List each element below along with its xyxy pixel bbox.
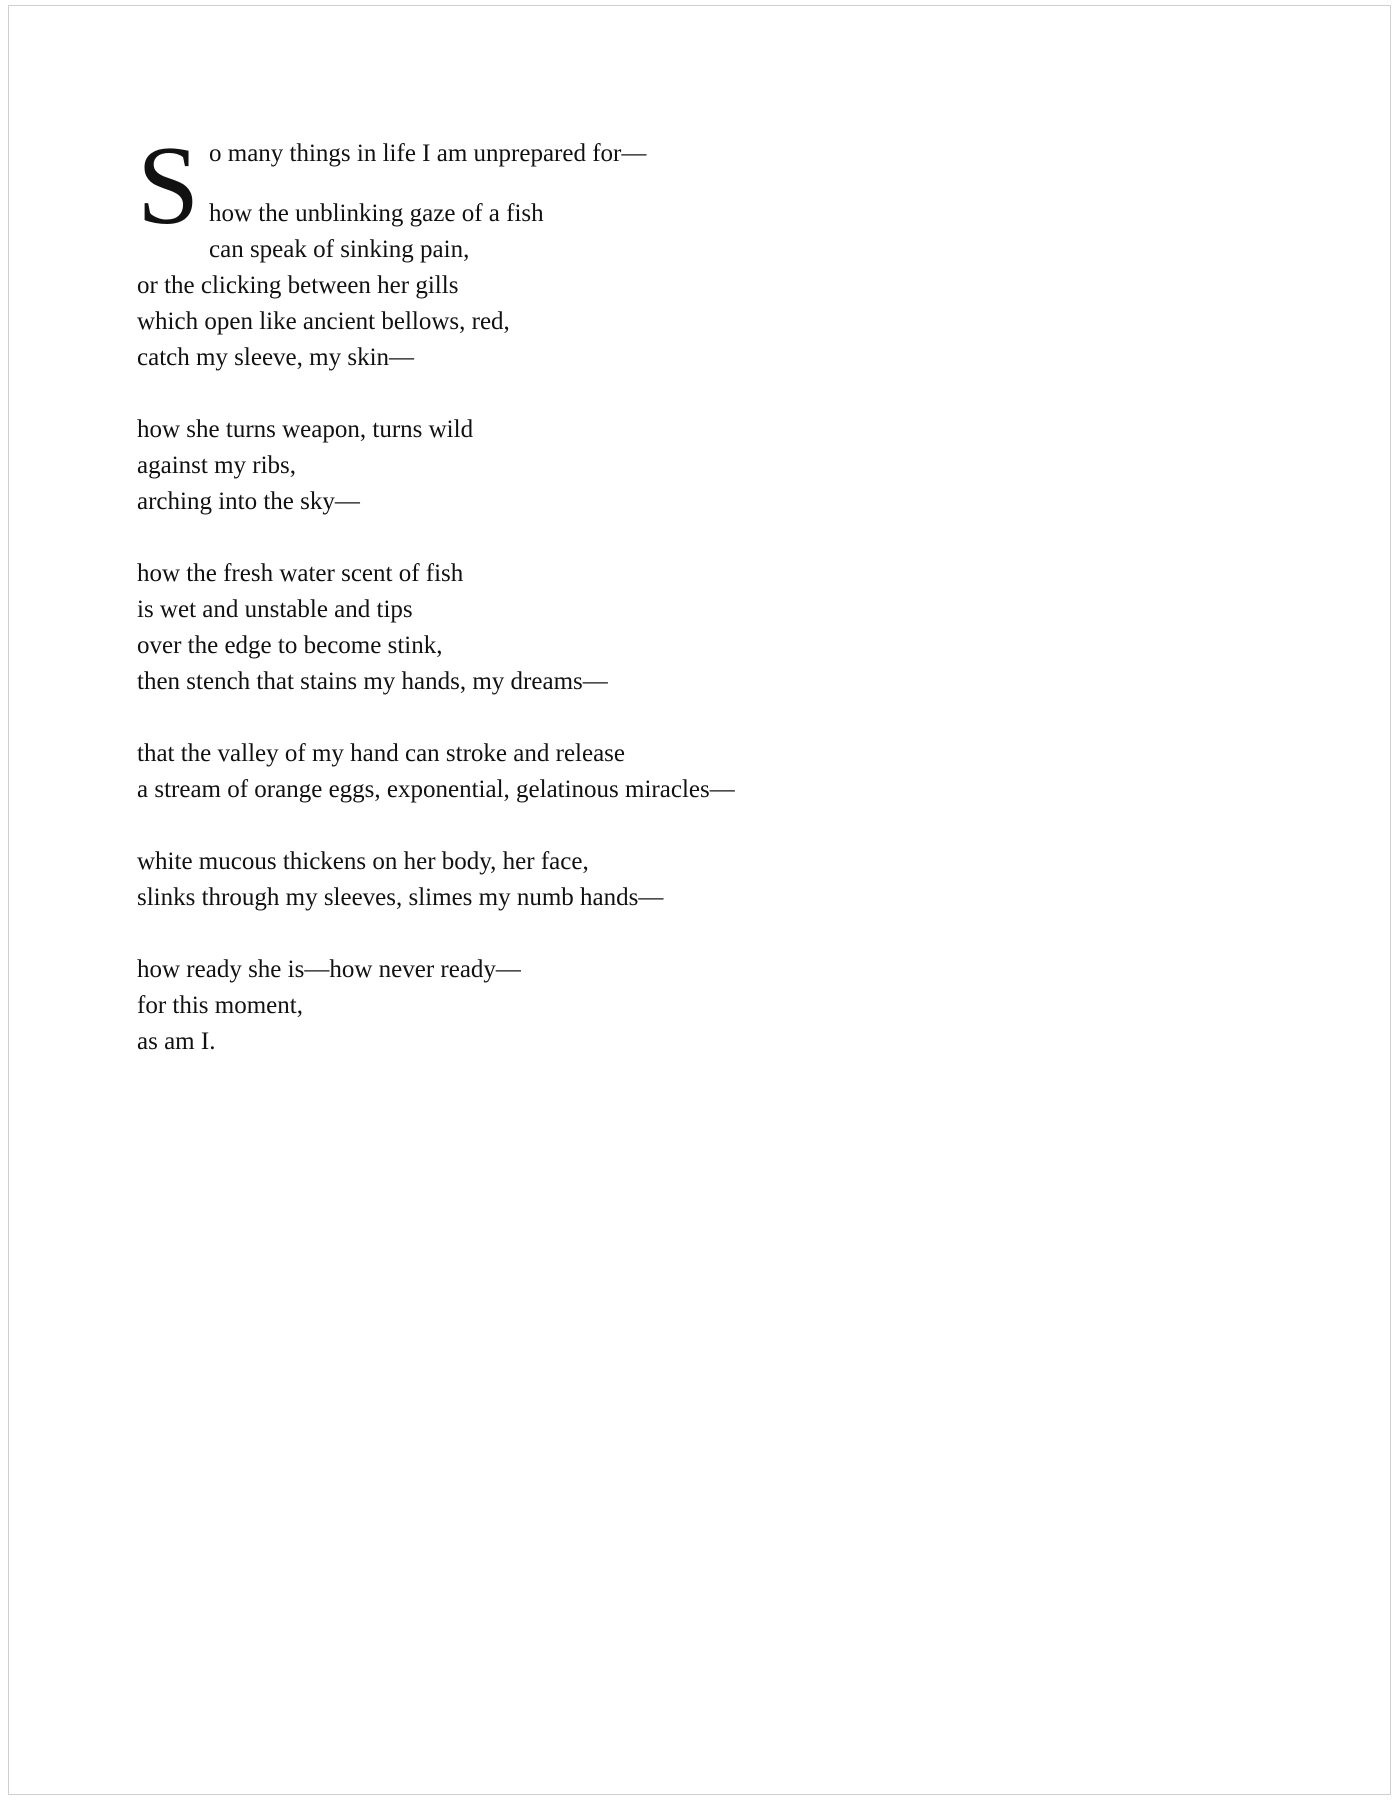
poem-line: how the fresh water scent of fish xyxy=(137,560,464,587)
stanza-3 xyxy=(137,556,735,700)
poem-line: catch my sleeve, my skin— xyxy=(137,344,415,371)
poem-line: for this moment, xyxy=(137,992,303,1019)
poem-line: arching into the sky— xyxy=(137,488,360,515)
poem-line: slinks through my sleeves, slimes my numb hands— xyxy=(137,884,664,911)
poem-line: a stream of orange eggs, exponential, gelatinous miracles— xyxy=(137,776,735,803)
poem-line: how she turns weapon, turns wild xyxy=(137,416,474,443)
poem xyxy=(137,124,735,1060)
poem-line: that the valley of my hand can stroke and release xyxy=(137,740,626,767)
poem-line: white mucous thickens on her body, her face, xyxy=(137,848,589,875)
poem-line: o many things in life I am unprepared for— xyxy=(209,140,647,167)
poem-opening xyxy=(137,124,735,263)
stanza-2 xyxy=(137,412,735,520)
drop-cap: S xyxy=(137,124,200,248)
poem-line: how ready she is—how never ready— xyxy=(137,956,521,983)
poem-line: then stench that stains my hands, my dreams— xyxy=(137,668,608,695)
poem-line: can speak of sinking pain, xyxy=(209,236,470,263)
stanza-4 xyxy=(137,736,735,808)
stanza-5 xyxy=(137,844,735,916)
stanza-1-rest xyxy=(137,268,735,376)
stanza-6 xyxy=(137,952,735,1060)
poem-line: over the edge to become stink, xyxy=(137,632,443,659)
poem-line: against my ribs, xyxy=(137,452,297,479)
poem-line: is wet and unstable and tips xyxy=(137,596,413,623)
poem-line: which open like ancient bellows, red, xyxy=(137,308,510,335)
document-page xyxy=(8,5,1391,1795)
poem-line: or the clicking between her gills xyxy=(137,272,459,299)
poem-line: how the unblinking gaze of a fish xyxy=(209,200,544,227)
poem-line: as am I. xyxy=(137,1028,216,1055)
